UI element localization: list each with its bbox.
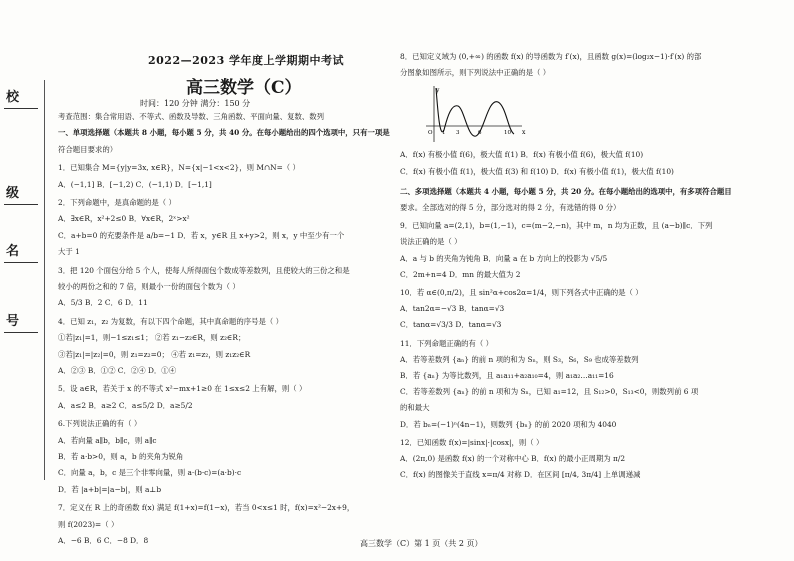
side-rule [4, 204, 38, 205]
graph-y-label: y [436, 87, 440, 94]
question-line: 6.下列说法正确的有（ ） [58, 419, 142, 429]
question-line: 9．已知向量 a=(2,1)，b=(1,−1)，c=(m−2,−n)，其中 m，n 均为正数，且 (a−b)∥c．下列 [400, 221, 713, 231]
question-line: C．f(x) 的图像关于直线 x=π/4 对称 D．在区间 [π/4, 3π/4] 上单调递减 [400, 470, 641, 480]
question-line: 1．已知集合 M={y|y=3x, x∈R}，N={x|−1<x<2}，则 M∩N=（ ） [58, 163, 300, 173]
graph-x-label: x [522, 129, 526, 136]
question-line: 11．下列命题正确的有（ ） [400, 338, 494, 348]
exam-title: 2022—2023 学年度上学期期中考试 [148, 54, 345, 67]
question-line: A．a 与 b 的夹角为钝角 B．向量 a 在 b 方向上的投影为 √5/5 [400, 253, 608, 263]
question-line: C．若等差数列 {aₙ} 的前 n 项和为 Sₙ，已知 a₁=12，且 S₁₂>0，S₁₃<0，则数列前 6 项 [400, 387, 699, 397]
binding-strip [0, 80, 45, 480]
question-line: 7．定义在 R 上的奇函数 f(x) 满足 f(1+x)=f(1−x)，若当 0<x≤1 时，f(x)=x²−2x+9， [58, 503, 355, 513]
question-line: 较小的两份之和的 7 倍，则最小一份的面包个数为（ ） [58, 282, 240, 291]
question-line: 12．已知函数 f(x)=|sinx|·|cosx|，则（ ） [400, 437, 544, 447]
graph-tick: 10 [504, 130, 511, 136]
function-graph [418, 84, 528, 146]
page-footer: 高三数学（C）第 1 页（共 2 页） [360, 539, 483, 548]
question-line: D．若 |a+b|=|a−b|，则 a⊥b [58, 484, 162, 494]
question-line: 符合题目要求的） [58, 144, 118, 154]
question-line: C．向量 a，b，c 是三个非零向量，则 a·(b·c)=(a·b)·c [58, 468, 242, 478]
question-line: 8．已知定义域为 (0,+∞) 的函数 f(x) 的导函数为 f′(x)，且函数 g(x)=(log₂x−1)·f′(x) 的部 [400, 52, 702, 61]
question-line: A．若向量 a∥b，b∥c，则 a∥c [58, 435, 157, 445]
question-line: 5．设 a∈R，若关于 x 的不等式 x²−mx+1≥0 在 1≤x≤2 上有解，则（ ） [58, 384, 307, 394]
question-line: A．若等差数列 {aₙ} 的前 n 项的和为 Sₙ，则 S₃，S₆，S₉ 也成等差数列 [400, 354, 639, 364]
question-line: 的和最大 [400, 403, 430, 413]
side-rule [4, 262, 38, 263]
question-line: ①若|z₁|=1，则−1≤z₁≤1； ②若 z₁−z₂∈R，则 z₂∈R； [58, 333, 246, 343]
question-line: 说法正确的是（ ） [400, 237, 462, 247]
graph-tick: O [428, 130, 433, 136]
question-line: 4．已知 z₁，z₂ 为复数，有以下四个命题，其中真命题的序号是（ ） [58, 316, 284, 326]
exam-subject: 高三数学（C） [186, 78, 302, 98]
question-line: A．a≤2 B．a≥2 C．a≤5/2 D．a≥5/2 [58, 400, 193, 410]
question-line: A．f(x) 有极小值 f(6)，极大值 f(1) B．f(x) 有极小值 f(6)，极大值 f(10) [400, 150, 644, 160]
graph-tick: 1 [442, 130, 446, 136]
question-line: 二、多项选择题（本题共 4 小题，每小题 5 分，共 20 分。在每小题给出的选项中，有多项符合题目 [400, 186, 732, 196]
side-label-class: 级 [6, 186, 20, 201]
question-line: 3．把 120 个面包分给 5 个人，使每人所得面包个数成等差数列，且使较大的三份之和是 [58, 265, 350, 275]
question-line: 考查范围：集合常用语、不等式、函数及导数、三角函数、平面向量、复数、数列 [58, 112, 325, 121]
graph-tick: 3 [456, 130, 460, 136]
question-line: A．(2π,0) 是函数 f(x) 的一个对称中心 B．f(x) 的最小正周期为 π/2 [400, 454, 626, 463]
question-line: ③若|z₁|=|z₂|=0，则 z₁=z₂=0； ④若 z₁=z₂，则 z₁z₂∈R [58, 349, 251, 359]
graph-tick: 6 [478, 130, 482, 136]
question-line: A．5/3 B．2 C．6 D．11 [58, 298, 148, 308]
side-rule [4, 108, 38, 109]
graph-curve [436, 88, 514, 136]
question-line: 一、单项选择题（本题共 8 小题，每小题 5 分，共 40 分。在每小题给出的四个选项中，只有一项是 [58, 128, 390, 138]
question-line: B．若 a·b>0，则 a，b 的夹角为锐角 [58, 452, 184, 461]
question-line: A．−6 B．6 C．−8 D．8 [58, 536, 149, 545]
exam-info: 时间：120 分钟 满分：150 分 [140, 99, 251, 108]
question-line: C．2m+n=4 D．mn 的最大值为 2 [400, 269, 521, 279]
question-line: B．若 {aₙ} 为等比数列，且 a₁a₁₁+a₂a₁₀=4，则 a₁a₂…a₁₁=16 [400, 371, 614, 380]
question-line: A．∃x∈R，x²+2≤0 B．∀x∈R，2ˣ>x² [58, 214, 190, 224]
question-line: 则 f(2023)=（ ） [58, 519, 119, 529]
question-line: A．②③ B．①② C．②④ D．①④ [58, 366, 177, 375]
question-line: 10．若 α∈(0,π/2)，且 sin²α+cos2α=1/4，则下列各式中正确的是（ ） [400, 288, 643, 297]
question-line: D．若 bₙ=(−1)ⁿ(4n−1)，则数列 {bₙ} 的前 2020 项和为 4040 [400, 419, 617, 429]
question-line: C．f(x) 有极小值 f(1)，极大值 f(3) 和 f(10) D．f(x) 有极小值 f(1)，极大值 f(10) [400, 166, 674, 176]
side-label-number: 号 [6, 314, 20, 329]
question-line: A．(−1,1] B．[−1,2) C．(−1,1) D．[−1,1] [58, 179, 212, 189]
side-label-name: 名 [6, 244, 20, 259]
question-line: C．tanα=√3/3 D．tanα=√3 [400, 320, 502, 330]
question-line: 分图象如图所示，则下列说法中正确的是（ ） [400, 68, 551, 78]
side-label-school: 校 [6, 90, 20, 105]
question-line: C．a+b=0 的充要条件是 a/b=−1 D．若 x，y∈R 且 x+y>2，则 x，y 中至少有一个 [58, 230, 345, 240]
question-line: A．tan2α=−√3 B．tanα=√3 [400, 304, 505, 314]
question-line: 要求。全部选对的得 5 分，部分选对的得 2 分，有选错的得 0 分） [400, 203, 621, 212]
question-line: 2．下列命题中，是真命题的是（ ） [58, 198, 176, 207]
question-line: 大于 1 [58, 247, 80, 257]
side-rule [4, 332, 38, 333]
